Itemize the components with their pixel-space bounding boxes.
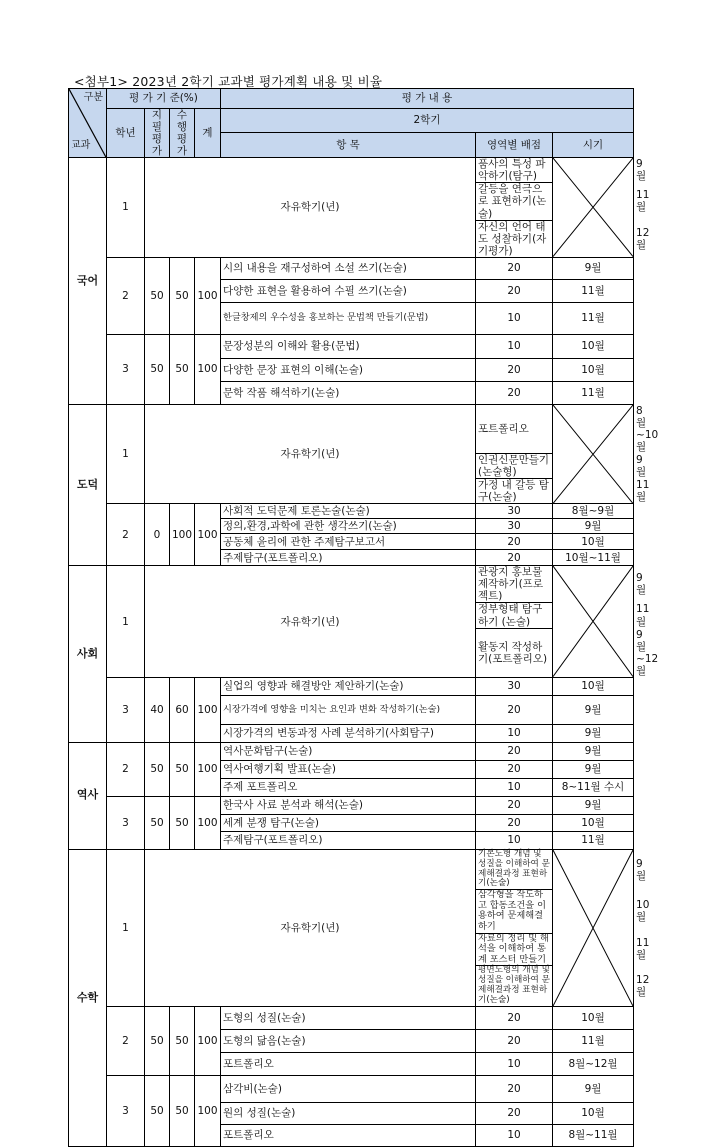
eval-item: 사회적 도덕문제 토론논술(논술) — [221, 504, 476, 519]
eval-item: 평면도형의 개념 및 성질을 이해하여 문제해결과정 표현하기(논술) — [476, 966, 553, 1007]
total-ratio: 100 — [195, 1006, 221, 1075]
eval-item: 한국사 사료 분석과 해석(논술) — [221, 796, 476, 814]
area-score: 20 — [476, 760, 553, 778]
area-score: 20 — [476, 695, 553, 724]
eval-item: 정의,환경,과학에 관한 생각쓰기(논술) — [221, 519, 476, 534]
eval-time: 9월 — [553, 695, 634, 724]
total-ratio: 100 — [195, 742, 221, 796]
subject-name: 사회 — [69, 566, 107, 743]
eval-item: 역사여행기획 발표(논술) — [221, 760, 476, 778]
grade-cell: 2 — [107, 504, 145, 566]
grade-cell: 3 — [107, 796, 145, 849]
total-ratio: 100 — [195, 677, 221, 742]
area-score: 20 — [476, 381, 553, 404]
eval-time: 11월 — [553, 831, 634, 849]
table-row: 수학 1 자유학기(년) 기본도형 개념 및 성질을 이해하여 문제해결과정 표현하기(논술) 9월 — [69, 849, 634, 890]
written-ratio: 50 — [145, 257, 170, 334]
written-ratio: 40 — [145, 677, 170, 742]
header-content: 평 가 내 용 — [221, 89, 634, 109]
eval-time: 8월~9월 — [553, 504, 634, 519]
total-ratio: 100 — [195, 796, 221, 849]
area-score: 10 — [476, 778, 553, 796]
grade-cell: 3 — [107, 334, 145, 404]
area-score: 30 — [476, 677, 553, 695]
eval-item: 포트폴리오 — [221, 1052, 476, 1075]
eval-item: 도형의 닮음(논술) — [221, 1029, 476, 1052]
document-caption: <첨부1> 2023년 2학기 교과별 평가계획 내용 및 비율 — [74, 74, 383, 89]
eval-item: 품사의 특성 파악하기(탐구) — [476, 158, 553, 183]
written-ratio: 50 — [145, 334, 170, 404]
area-score: 20 — [476, 814, 553, 831]
eval-time: 9월 — [553, 796, 634, 814]
grade-cell: 1 — [107, 566, 145, 678]
eval-item: 가정 내 갈등 탐구(논술) — [476, 479, 553, 504]
table-row: 평면도형의 개념 및 성질을 이해하여 문제해결과정 표현하기(논술) 12월 — [69, 966, 634, 1007]
grade-cell: 2 — [107, 1006, 145, 1075]
eval-item: 활동지 작성하기(포트폴리오) — [476, 628, 553, 677]
area-score: 30 — [476, 519, 553, 534]
area-score: 20 — [476, 796, 553, 814]
not-applicable-x-mark — [553, 158, 634, 258]
performance-ratio: 50 — [170, 742, 195, 796]
total-ratio: 100 — [195, 334, 221, 404]
grade-cell: 2 — [107, 742, 145, 796]
table-row: 인권신문만들기(논술형) 9월 — [69, 454, 634, 479]
eval-time: 10월 — [553, 1102, 634, 1124]
eval-time: 9월 — [553, 519, 634, 534]
eval-item: 포트폴리오 — [221, 1124, 476, 1146]
grade-cell: 1 — [107, 849, 145, 1006]
eval-time: 10월 — [553, 358, 634, 381]
eval-item: 도형의 성질(논술) — [221, 1006, 476, 1029]
area-score: 20 — [476, 358, 553, 381]
eval-item: 관광지 홍보물 제작하기(프로젝트) — [476, 566, 553, 603]
area-score: 10 — [476, 831, 553, 849]
eval-time: 11월 — [553, 381, 634, 404]
header-item: 항 목 — [221, 132, 476, 157]
eval-item: 다양한 표현을 활용하여 수필 쓰기(논술) — [221, 279, 476, 302]
eval-item: 포트폴리오 — [476, 404, 553, 453]
table-row — [69, 257, 634, 279]
table-row: 자신의 언어 태도 성찰하기(자기평가) 12월 — [69, 220, 634, 257]
eval-time: 8~11월 수시 — [553, 778, 634, 796]
eval-item: 갈등을 연극으로 표현하기(논술) — [476, 183, 553, 220]
area-score: 30 — [476, 504, 553, 519]
grade-cell: 1 — [107, 158, 145, 258]
performance-ratio: 60 — [170, 677, 195, 742]
eval-item: 시장가격에 영향을 미치는 요인과 변화 작성하기(논술) — [221, 695, 476, 724]
area-score: 20 — [476, 1075, 553, 1102]
eval-item: 인권신문만들기(논술형) — [476, 454, 553, 479]
written-ratio: 50 — [145, 1075, 170, 1146]
performance-ratio: 50 — [170, 334, 195, 404]
written-ratio: 50 — [145, 1006, 170, 1075]
table-row — [69, 742, 634, 760]
eval-item: 자신의 언어 태도 성찰하기(자기평가) — [476, 220, 553, 257]
header-grade: 학년 — [107, 109, 145, 158]
eval-item: 실업의 영향과 해결방안 제안하기(논술) — [221, 677, 476, 695]
written-ratio: 0 — [145, 504, 170, 566]
free-semester-cell: 자유학기(년) — [145, 849, 476, 1006]
performance-ratio: 100 — [170, 504, 195, 566]
table-row: 삼각형을 작도하고 합동조건을 이용하여 문제해결하기 10월 — [69, 890, 634, 933]
eval-item: 역사문화탐구(논술) — [221, 742, 476, 760]
area-score: 10 — [476, 1052, 553, 1075]
eval-time: 10월 — [553, 1006, 634, 1029]
eval-item: 시장가격의 변동과정 사례 분석하기(사회탐구) — [221, 724, 476, 742]
area-score: 20 — [476, 742, 553, 760]
table-row: 사회 1 자유학기(년) 관광지 홍보물 제작하기(프로젝트) 9월 — [69, 566, 634, 603]
header-semester: 2학기 — [221, 109, 634, 133]
not-applicable-x-mark — [553, 566, 634, 678]
eval-item: 다양한 문장 표현의 이해(논술) — [221, 358, 476, 381]
table-row: 갈등을 연극으로 표현하기(논술) 11월 — [69, 183, 634, 220]
area-score: 20 — [476, 257, 553, 279]
area-score: 20 — [476, 550, 553, 566]
table-row — [69, 334, 634, 358]
header-score: 영역별 배점 — [476, 132, 553, 157]
header-gubun: 구분 — [83, 92, 103, 103]
table-row — [69, 504, 634, 519]
area-score: 20 — [476, 279, 553, 302]
eval-item: 세계 분쟁 탐구(논술) — [221, 814, 476, 831]
eval-item: 자료의 정리 및 해석을 이해하여 통계 포스터 만들기 — [476, 933, 553, 966]
subject-name: 국어 — [69, 158, 107, 405]
evaluation-plan-table — [68, 88, 659, 1147]
table-row: 활동지 작성하기(포트폴리오) 9월~12월 — [69, 628, 634, 677]
grade-cell: 2 — [107, 257, 145, 334]
table-row: 국어 1 자유학기(년) 품사의 특성 파악하기(탐구) 9월 — [69, 158, 634, 183]
eval-time: 10월 — [553, 534, 634, 550]
performance-ratio: 50 — [170, 796, 195, 849]
eval-item: 정부형태 탐구하기 (논술) — [476, 603, 553, 628]
not-applicable-x-mark — [553, 404, 634, 504]
performance-ratio: 50 — [170, 257, 195, 334]
total-ratio: 100 — [195, 504, 221, 566]
header-gyogwa: 교과 — [71, 139, 91, 151]
eval-item: 원의 성질(논술) — [221, 1102, 476, 1124]
eval-time: 11월 — [553, 1029, 634, 1052]
area-score: 20 — [476, 534, 553, 550]
eval-time: 8월~11월 — [553, 1124, 634, 1146]
performance-ratio: 50 — [170, 1075, 195, 1146]
eval-item: 주제탐구(포트폴리오) — [221, 831, 476, 849]
eval-item: 문학 작품 해석하기(논술) — [221, 381, 476, 404]
eval-item: 한글창제의 우수성을 홍보하는 문법책 만들기(문법) — [221, 302, 476, 334]
eval-time: 10월 — [553, 814, 634, 831]
written-ratio: 50 — [145, 796, 170, 849]
written-ratio: 50 — [145, 742, 170, 796]
table-row: 도덕 1 자유학기(년) 포트폴리오 8월~10월 — [69, 404, 634, 453]
eval-item: 삼각형을 작도하고 합동조건을 이용하여 문제해결하기 — [476, 890, 553, 933]
table-row: 가정 내 갈등 탐구(논술) 11월 — [69, 479, 634, 504]
performance-ratio: 50 — [170, 1006, 195, 1075]
eval-time: 9월 — [553, 742, 634, 760]
header-gubun-cell — [69, 89, 107, 158]
free-semester-cell: 자유학기(년) — [145, 158, 476, 258]
header-time: 시기 — [553, 132, 634, 157]
eval-time: 9월 — [553, 724, 634, 742]
header-performance: 수행 평가 — [170, 109, 195, 158]
eval-time: 9월 — [553, 760, 634, 778]
eval-time: 9월 — [553, 257, 634, 279]
eval-item: 공동체 윤리에 관한 주제탐구보고서 — [221, 534, 476, 550]
table-row — [69, 1075, 634, 1102]
subject-name: 수학 — [69, 849, 107, 1146]
subject-name: 역사 — [69, 742, 107, 849]
eval-time: 9월 — [553, 1075, 634, 1102]
area-score: 10 — [476, 1124, 553, 1146]
eval-item: 삼각비(논술) — [221, 1075, 476, 1102]
grade-cell: 1 — [107, 404, 145, 504]
area-score: 10 — [476, 302, 553, 334]
eval-time: 11월 — [553, 302, 634, 334]
table-row — [69, 796, 634, 814]
eval-time: 11월 — [553, 279, 634, 302]
eval-item: 기본도형 개념 및 성질을 이해하여 문제해결과정 표현하기(논술) — [476, 849, 553, 890]
eval-time: 10월 — [553, 677, 634, 695]
eval-item: 시의 내용을 재구성하여 소설 쓰기(논술) — [221, 257, 476, 279]
eval-time: 8월~12월 — [553, 1052, 634, 1075]
header-written: 지필 평가 — [145, 109, 170, 158]
area-score: 10 — [476, 334, 553, 358]
grade-cell: 3 — [107, 677, 145, 742]
area-score: 20 — [476, 1006, 553, 1029]
free-semester-cell: 자유학기(년) — [145, 566, 476, 678]
eval-item: 주제탐구(포트폴리오) — [221, 550, 476, 566]
table-row: 자료의 정리 및 해석을 이해하여 통계 포스터 만들기 11월 — [69, 933, 634, 966]
area-score: 20 — [476, 1029, 553, 1052]
free-semester-cell: 자유학기(년) — [145, 404, 476, 504]
header-total: 계 — [195, 109, 221, 158]
not-applicable-x-mark — [553, 849, 634, 1006]
eval-item: 주제 포트폴리오 — [221, 778, 476, 796]
area-score: 20 — [476, 1102, 553, 1124]
subject-name: 도덕 — [69, 404, 107, 566]
eval-item: 문장성분의 이해와 활용(문법) — [221, 334, 476, 358]
table-row — [69, 677, 634, 695]
table-row: 정부형태 탐구하기 (논술) 11월 — [69, 603, 634, 628]
eval-time: 10월 — [553, 334, 634, 358]
grade-cell: 3 — [107, 1075, 145, 1146]
total-ratio: 100 — [195, 1075, 221, 1146]
total-ratio: 100 — [195, 257, 221, 334]
eval-time: 10월~11월 — [553, 550, 634, 566]
area-score: 10 — [476, 724, 553, 742]
header-criteria: 평 가 기 준(%) — [107, 89, 221, 109]
